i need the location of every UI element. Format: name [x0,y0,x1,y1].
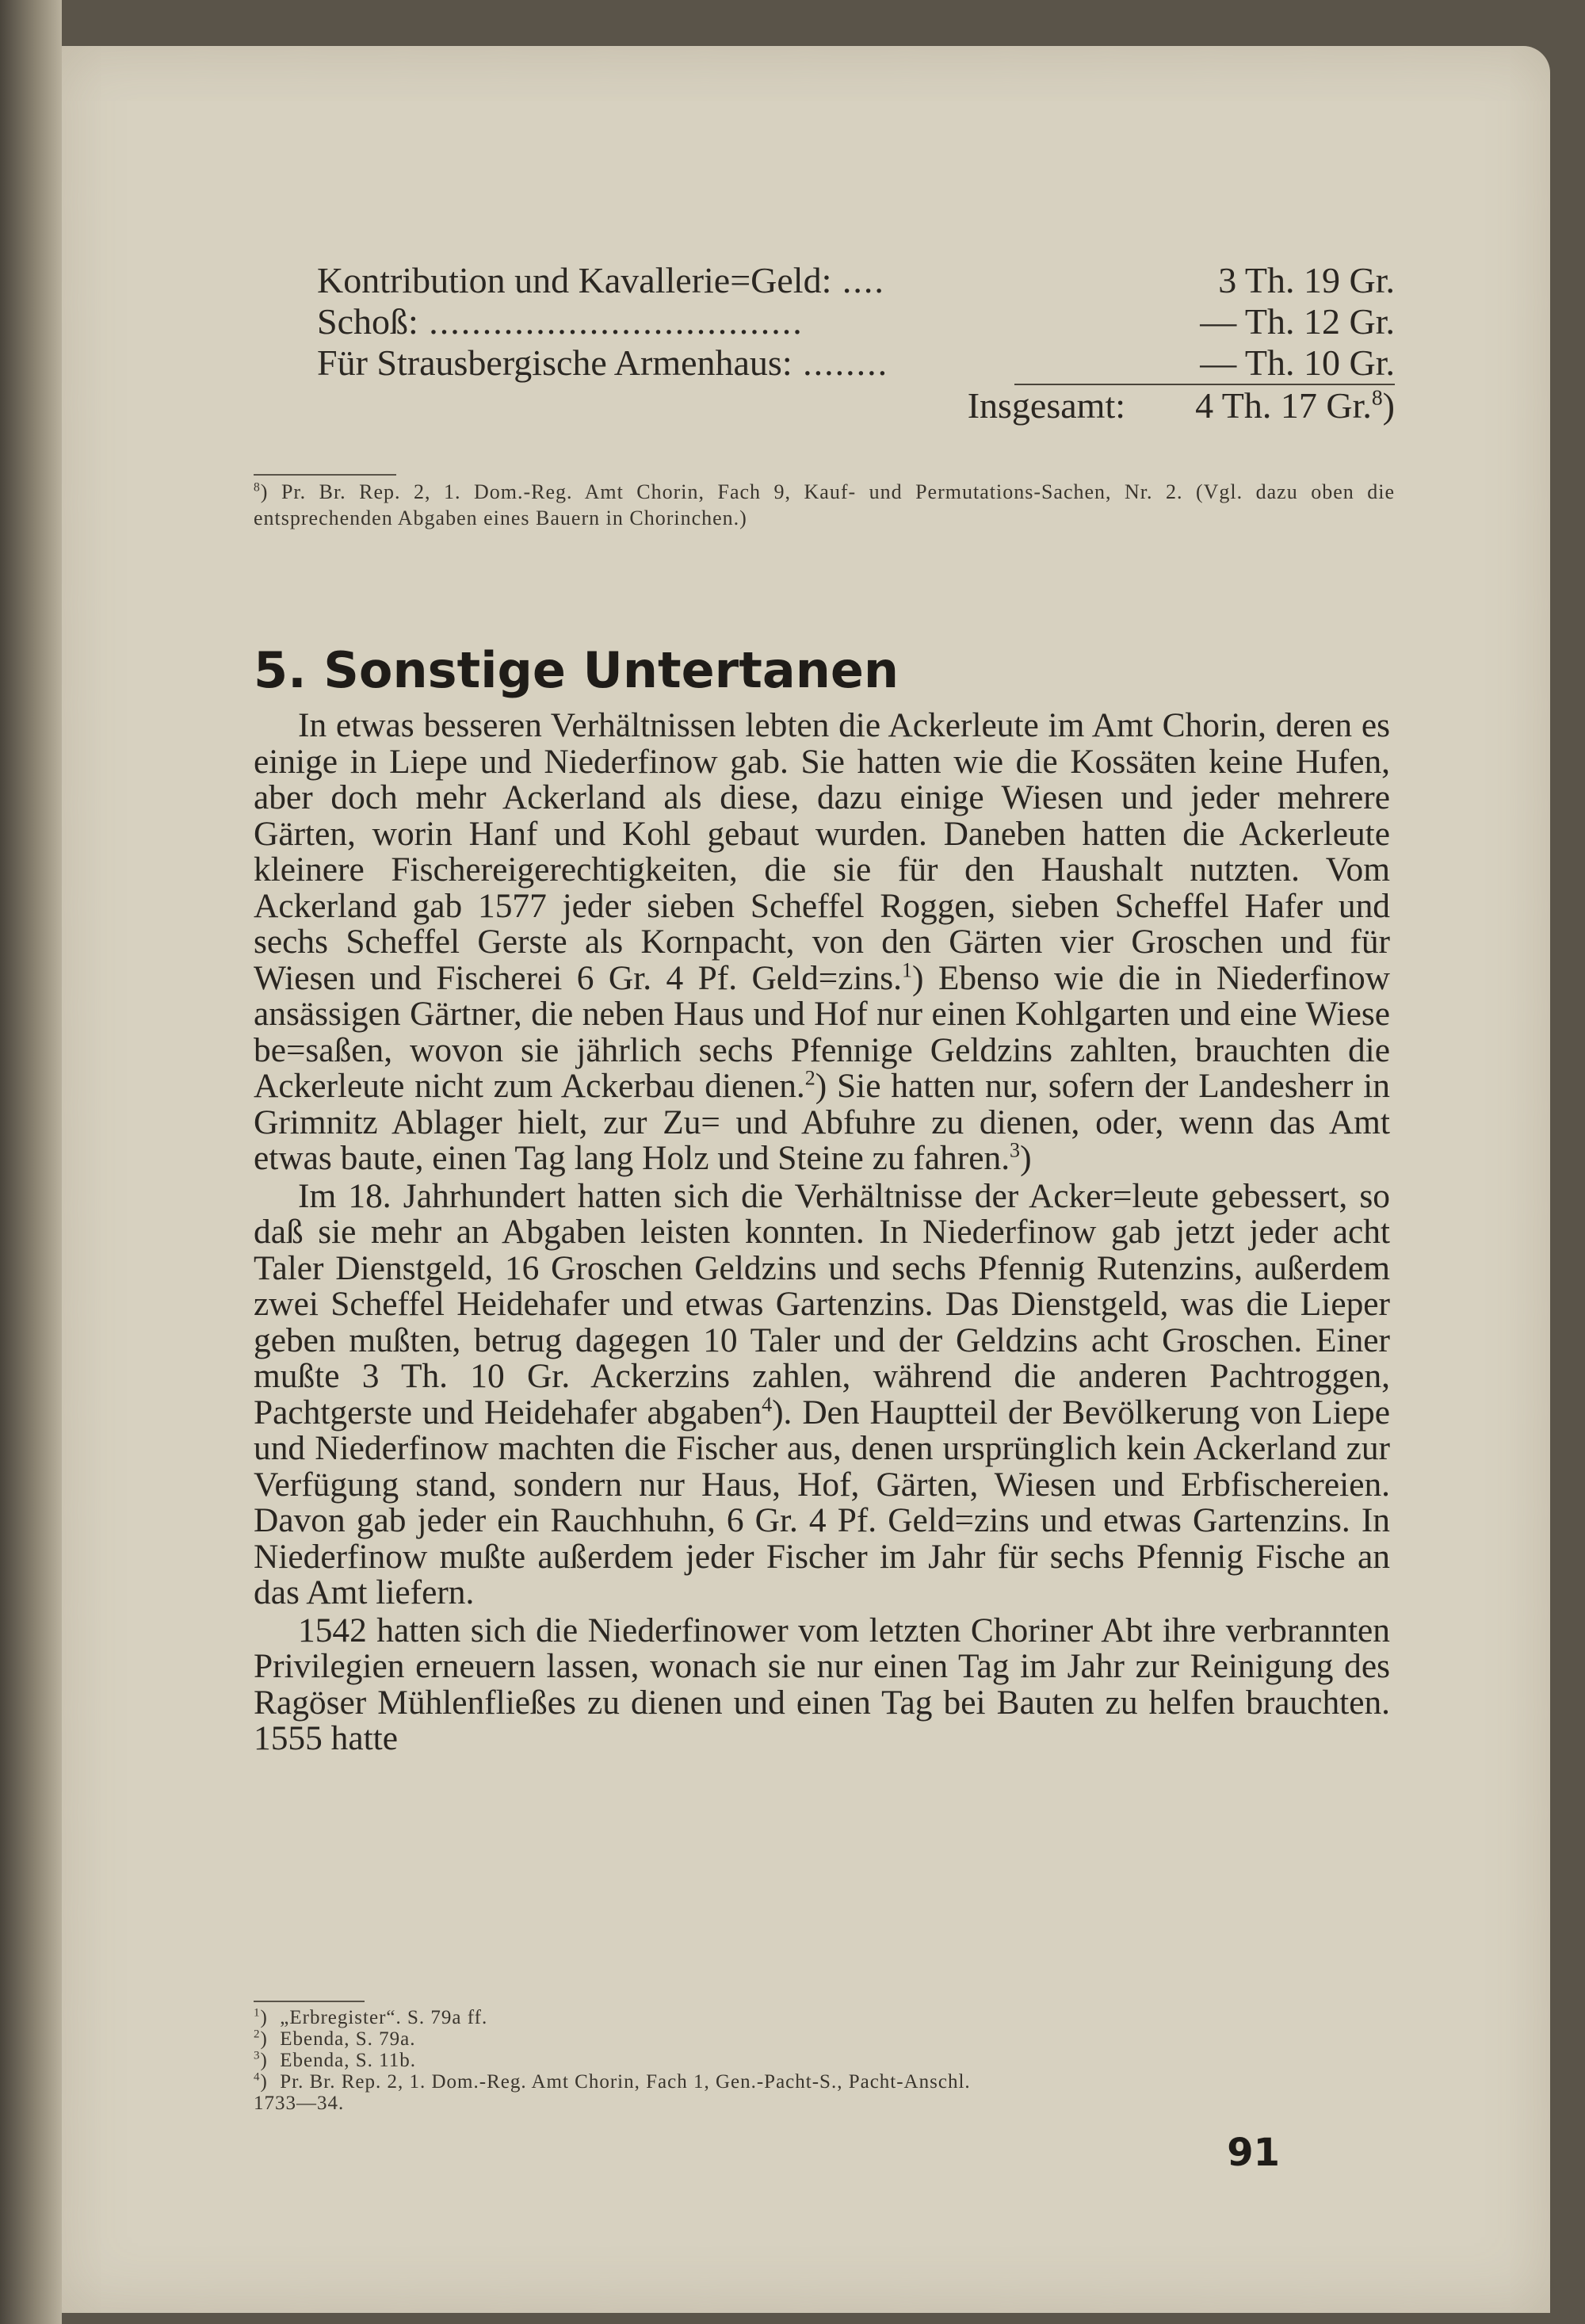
cost-label: Kontribution und Kavallerie=Geld: .... [317,260,885,300]
body-text [254,708,1390,1757]
book-page [62,46,1550,2313]
footnote-text: Pr. Br. Rep. 2, 1. Dom.-Reg. Amt Chorin, Fach 9, Kauf- und Permutations-Sachen, Nr. 2. (Vgl. dazu oben die entsprechenden Abgaben eines Bauern in Chorinchen.) [254,480,1395,529]
cost-label: Schoß: ................................... [317,301,804,342]
cost-amount: — Th. 10 Gr. [1014,342,1395,385]
paragraph: In etwas besseren Verhältnissen lebten die Ackerleute im Amt Chorin, deren es einige in Liepe und Niederfinow gab. Sie hatten wie die Kossäten keine Hufen, aber doch mehr Ackerland als diese, dazu einige Wiesen und jeder mehrere Gärten, worin Hanf und Kohl gebaut wurden. Daneben hatten die Ackerleute kleinere Fischereigerechtigkeiten, die sie für den Haushalt nutzten. Vom Ackerland gab 1577 jeder sieben Scheffel Roggen, sieben Scheffel Hafer und sechs Scheffel Gerste als Kornpacht, von den Gärten vier Groschen und für Wiesen und Fischerei 6 Gr. 4 Pf. Geld=zins.$^1$) Ebenso wie die in Niederfinow ansässigen Gärtner, die neben Haus und Hof nur einen Kohlgarten und eine Wiese be=saßen, wovon sie jährlich sechs Pfennige Geldzins zahlten, brauchten die Ackerleute nicht zum Ackerbau dienen.$^2$) Sie hatten nur, sofern der Landesherr in Grimnitz Ablager hielt, zur Zu= und Abfuhre zu dienen, oder, wenn das Amt etwas baute, einen Tag lang Holz und Steine zu fahren.$^3$) [254,706,1391,1177]
paragraph: 1542 hatten sich die Niederfinower vom letzten Choriner Abt ihre verbrannten Privilegien erneuern lassen, wonach sie nur einen Tag im Jahr zur Reinigung des Ragöser Mühlenfließes zu dienen und einen Tag bei Bauten zu helfen brauchten. 1555 hatte [254,1611,1390,1757]
total-label: Insgesamt: [967,385,1125,426]
footnote-ref: 2 [804,1066,815,1090]
cost-row [317,301,1395,342]
cost-amount: — Th. 12 Gr. [1200,301,1395,342]
total-value: 4 Th. 17 Gr.$^8$) [1195,384,1395,426]
footnotes-bottom [254,2001,1395,2114]
footnote-continuation: 1733—34. [254,2093,345,2114]
page-number: 91 [1227,2131,1280,2175]
paragraph: Im 18. Jahrhundert hatten sich die Verhältnisse der Acker=leute gebessert, so daß sie mehr an Abgaben leisten konnten. In Niederfinow gab jetzt jeder acht Taler Dienstgeld, 16 Groschen Geldzins und sechs Pfennig Rutenzins, außerdem zwei Scheffel Heidehafer und etwas Gartenzins. Das Dienstgeld, was die Lieper geben mußten, betrug dagegen 10 Taler und der Geldzins acht Groschen. Einer mußte 3 Th. 10 Gr. Ackerzins zahlen, während die anderen Pachtroggen, Pachtgerste und Heidehafer abgaben$^4$). Den Hauptteil der Bevölkerung von Liepe und Niederfinow machten die Fischer aus, denen ursprünglich kein Ackerland zur Verfügung stand, sondern nur Haus, Hof, Gärten, Wiesen und Erbfischereien. Davon gab jeder ein Rauchhuhn, 6 Gr. 4 Pf. Geld=zins und etwas Gartenzins. In Niederfinow mußte außerdem jeder Fischer im Jahr für sechs Pfennig Fische an das Amt liefern. [254,1176,1390,1611]
section-heading: 5. Sonstige Untertanen [254,641,899,699]
footnote-ref: 1 [902,958,913,982]
footnote-divider [254,2001,365,2002]
footnote-line: $^4$) Pr. Br. Rep. 2, 1. Dom.-Reg. Amt Chorin, Fach 1, Gen.-Pacht-S., Pacht-Anschl. [254,2070,971,2093]
footnote-line: $^1$) „Erbregister“. S. 79a ff. [254,2006,488,2028]
footnote-mark: 8 [254,480,261,495]
footnote-top: $^8$) Pr. Br. Rep. 2, 1. Dom.-Reg. Amt Chorin, Fach 9, Kauf- und Permutations-Sachen, Nr. 2. (Vgl. dazu oben die entsprechenden Abgaben eines Bauern in Chorinchen.) [254,474,1395,531]
footnote-divider [254,474,396,476]
footnote-line: $^2$) Ebenda, S. 79a. [254,2028,416,2050]
scan-book-spine [0,0,62,2324]
cost-label: Für Strausbergische Armenhaus: ........ [317,342,889,383]
cost-row [317,342,1395,385]
cost-amount: 3 Th. 19 Gr. [1218,260,1395,300]
footnote-line: $^3$) Ebenda, S. 11b. [254,2049,416,2071]
footnote-ref: 3 [1010,1138,1021,1162]
footnote-ref: 4 [762,1393,773,1416]
footnote-mark: 8 [1371,384,1383,410]
cost-row [317,260,1395,301]
cost-total-row [317,385,1395,426]
cost-table [317,260,1395,426]
